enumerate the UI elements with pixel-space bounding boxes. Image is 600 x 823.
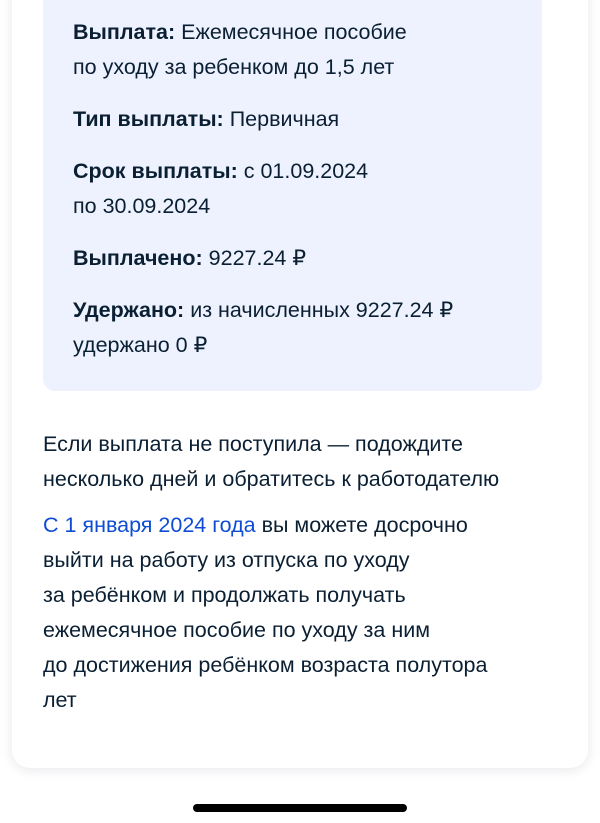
early-return-line3: за ребёнком и продолжать получать: [43, 583, 406, 607]
early-return-line2: выйти на работу из отпуска по уходу: [43, 548, 410, 572]
early-return-line4: ежемесячное пособие по уходу за ним: [43, 618, 430, 642]
early-return-link[interactable]: С 1 января 2024 года: [43, 513, 256, 537]
payment-value-line1: Ежемесячное пособие: [181, 20, 407, 44]
home-indicator[interactable]: [193, 804, 407, 812]
early-return-info: [43, 508, 543, 718]
payment-field: [73, 15, 513, 85]
early-return-line5: до достижения ребёнком возраста полутора: [43, 653, 488, 677]
withheld-value-line1: из начисленных 9227.24 ₽: [190, 298, 454, 322]
paid-label: Выплачено:: [73, 246, 203, 270]
payment-notice-line2: несколько дней и обратитесь к работодателю: [43, 467, 500, 491]
payment-type-field: [73, 102, 513, 137]
paid-value: 9227.24 ₽: [208, 246, 307, 270]
payment-type-value: Первичная: [229, 107, 340, 131]
withheld-label: Удержано:: [73, 298, 185, 322]
paid-field: [73, 241, 513, 276]
withheld-field: [73, 293, 513, 363]
payment-period-field: [73, 154, 513, 224]
payment-period-value-line1: с 01.09.2024: [243, 159, 369, 183]
withheld-value-line2: удержано 0 ₽: [73, 333, 208, 357]
payment-notice-line1: Если выплата не поступила — подождите: [43, 432, 463, 456]
payment-label: Выплата:: [73, 20, 176, 44]
early-return-line1-rest: вы можете досрочно: [261, 513, 468, 537]
payment-value-line2: по уходу за ребенком до 1,5 лет: [73, 55, 395, 79]
payment-notice: [43, 427, 563, 497]
payment-period-value-line2: по 30.09.2024: [73, 194, 211, 218]
payment-period-label: Срок выплаты:: [73, 159, 238, 183]
early-return-line6: лет: [43, 688, 77, 712]
payment-type-label: Тип выплаты:: [73, 107, 224, 131]
